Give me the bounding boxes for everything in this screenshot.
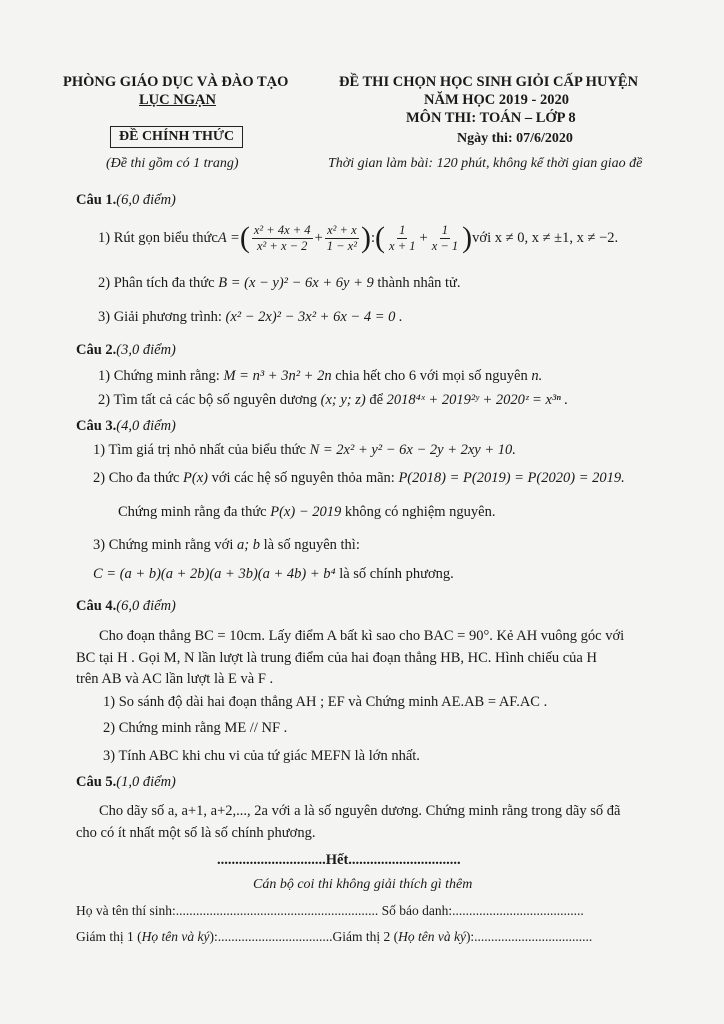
end-marker: ..............................Hết............................... <box>217 852 461 868</box>
question-4-intro-line-1: Cho đoạn thẳng BC = 10cm. Lấy điểm A bất kì sao cho BAC = 90°. Kẻ AH vuông góc với <box>99 628 625 644</box>
exam-date: Ngày thi: 07/6/2020 <box>457 131 573 146</box>
proctor-signature-line: Giám thị 1 (Họ tên và ký):..................................Giám thị 2 (Họ tên và ký):................................... <box>76 929 593 944</box>
proctor-note: Cán bộ coi thi không giải thích gì thêm <box>253 877 473 892</box>
question-1-heading: Câu 1.(6,0 điểm) <box>76 192 176 208</box>
question-5-line-2: cho có ít nhất một số là số chính phương. <box>76 825 316 841</box>
question-3-heading: Câu 3.(4,0 điểm) <box>76 418 176 434</box>
question-5-heading: Câu 5.(1,0 điểm) <box>76 774 176 790</box>
question-3-part-1: 1) Tìm giá trị nhỏ nhất của biểu thức N = 2x² + y² − 6x − 2y + 2xy + 10. <box>93 442 516 458</box>
question-4-part-1: 1) So sánh độ dài hai đoạn thẳng AH ; EF và Chứng minh AE.AB = AF.AC . <box>103 694 548 710</box>
question-3-part-2-claim: Chứng minh rằng đa thức P(x) − 2019 không có nghiệm nguyên. <box>118 504 496 520</box>
department-name: PHÒNG GIÁO DỤC VÀ ĐÀO TẠO <box>63 74 289 90</box>
question-5-line-1: Cho dãy số a, a+1, a+2,..., 2a với a là số nguyên dương. Chứng minh rằng trong dãy số đã <box>99 803 621 819</box>
question-2-part-1: 1) Chứng minh rằng: M = n³ + 3n² + 2n chia hết cho 6 với mọi số nguyên n. <box>98 368 543 384</box>
question-4-part-2: 2) Chứng minh rằng ME // NF . <box>103 720 288 736</box>
question-3-part-2: 2) Cho đa thức P(x) với các hệ số nguyên thỏa mãn: P(2018) = P(2019) = P(2020) = 2019. <box>93 470 625 486</box>
question-2-part-2: 2) Tìm tất cả các bộ số nguyên dương (x; y; z) để 2018⁴ˣ + 2019²ʸ + 2020ᶻ = x³ⁿ . <box>98 392 569 408</box>
exam-title: ĐỀ THI CHỌN HỌC SINH GIỎI CẤP HUYỆN <box>339 74 639 90</box>
district-name: LỤC NGẠN <box>139 92 216 108</box>
question-4-intro-line-2: BC tại H . Gọi M, N lần lượt là trung điểm của hai đoạn thẳng HB, HC. Hình chiếu của H <box>76 650 597 666</box>
question-4-intro-line-3: trên AB và AC lần lượt là E và F . <box>76 671 274 687</box>
exam-duration: Thời gian làm bài: 120 phút, không kể thời gian giao đề <box>328 156 643 171</box>
pages-note: (Đề thi gồm có 1 trang) <box>106 156 239 171</box>
question-4-part-3: 3) Tính ABC khi chu vi của tứ giác MEFN là lớn nhất. <box>103 748 420 764</box>
official-badge: ĐỀ CHÍNH THỨC <box>110 126 243 148</box>
question-1-part-2: 2) Phân tích đa thức B = (x − y)² − 6x + 6y + 9 thành nhân tử. <box>98 275 461 291</box>
question-4-heading: Câu 4.(6,0 điểm) <box>76 598 176 614</box>
question-1-part-1: 1) Rút gọn biểu thức A = ( $\frac{\text{x² + 4x + 4}}{\text{x² + x − 2}}$ + $\frac{\text{x² + x}}{\text{1 − x²}}$ ) : ( $\frac{1}{x + 1}$ + $\frac{1}{x - 1}$ ) với x ≠ 0, x ≠ ±1, x ≠ −2. <box>98 221 619 254</box>
subject: MÔN THI: TOÁN – LỚP 8 <box>406 110 576 126</box>
school-year: NĂM HỌC 2019 - 2020 <box>424 92 569 108</box>
candidate-info-line: Họ và tên thí sinh:............................................................ Số báo danh:....................................... <box>76 903 584 918</box>
question-3-part-3-expression: C = (a + b)(a + 2b)(a + 3b)(a + 4b) + b⁴ là số chính phương. <box>93 566 454 582</box>
question-3-part-3: 3) Chứng minh rằng với a; b là số nguyên thì: <box>93 537 360 553</box>
question-1-part-3: 3) Giải phương trình: (x² − 2x)² − 3x² + 6x − 4 = 0 . <box>98 309 403 325</box>
question-2-heading: Câu 2.(3,0 điểm) <box>76 342 176 358</box>
